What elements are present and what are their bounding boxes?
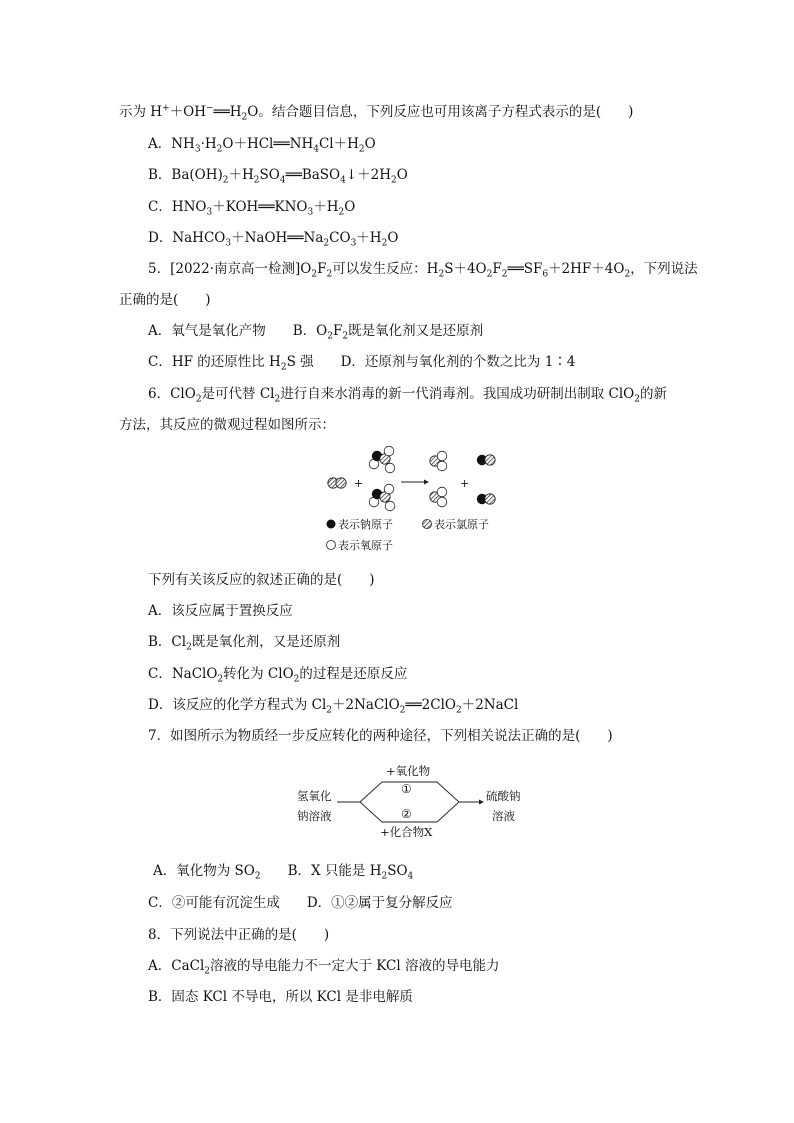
intro-line: 示为 $H^++OH^-══H_2O$。结合题目信息，下列反应也可用该离子方程式表示的是( ) (119, 103, 634, 123)
q5-stem-line1: 5．[2022·南京高一检测]$O_2F_2$可以发生反应：$H_2S+4O_2F_2══SF_6+2HF+4O_2$，下列说法 (148, 261, 698, 280)
q4-option-a: A．$NH_3\cdot H_2O+HCl══NH_4Cl+H_2O$ (148, 136, 376, 155)
end-substance: 硫酸钠 (486, 789, 521, 803)
conversion-diagram (294, 760, 534, 850)
q8-option-a: A．CaCl$_2$溶液的导电能力不一定大于 KCl 溶液的导电能力 (148, 958, 500, 977)
q6-stem-line2: 方法，其反应的微观过程如图所示： (119, 417, 335, 433)
plus-sign: + (460, 477, 470, 490)
route-1-reagent: +氧化物 (386, 764, 431, 778)
reaction-arrow (401, 480, 429, 485)
route-2-reagent: +化合物X (380, 825, 433, 839)
legend-chlorine: 表示氯原子 (434, 518, 489, 531)
q4-option-b: B．$Ba(OH)_2+H_2SO_4══BaSO_4↓+2H_2O$ (148, 167, 408, 186)
reaction-diagram (318, 446, 508, 554)
start-substance: 氢氧化 (297, 789, 332, 803)
q6-option-c: C．NaClO$_2$转化为 ClO$_2$的过程是还原反应 (148, 666, 408, 685)
arrow-head (479, 800, 484, 805)
q6-question: 下列有关该反应的叙述正确的是( ) (148, 572, 375, 588)
q6-option-a: A．该反应属于置换反应 (148, 603, 293, 619)
route-1-number: ① (401, 782, 412, 796)
q5-options-ab: A．氧气是氧化产物 B．$O_2F_2$既是氧化剂又是还原剂 (148, 323, 484, 342)
start-substance: 钠溶液 (297, 809, 332, 823)
q8-stem: 8．下列说法中正确的是( ) (148, 927, 330, 943)
q5-options-cd: C．HF 的还原性比 $H_2S$ 强 D．还原剂与氧化剂的个数之比为 1∶4 (148, 354, 576, 373)
end-substance: 溶液 (492, 809, 515, 823)
oxygen-atom-symbol (327, 541, 336, 550)
q4-option-c: C．$HNO_3+KOH══KNO_3+H_2O$ (148, 199, 356, 218)
nacl-molecule (477, 455, 495, 465)
legend (327, 517, 490, 552)
q8-option-b: B．固态 KCl 不导电，所以 KCl 是非电解质 (148, 989, 413, 1005)
naclo2-molecule (369, 484, 395, 511)
naclo2-molecule (369, 446, 395, 473)
route-2-number: ② (401, 807, 412, 821)
cl2-molecule (328, 478, 346, 488)
clo2-molecule (430, 451, 447, 471)
q6-stem-line1: 6．ClO$_2$是可代替 $Cl_2$进行自来水消毒的新一代消毒剂。我国成功研制出制取 ClO$_2$的新 (148, 386, 667, 405)
nacl-molecule (477, 494, 495, 504)
plus-sign: + (354, 477, 364, 490)
sodium-atom-symbol (327, 520, 336, 529)
q7-stem: 7．如图所示为物质经一步反应转化的两种途径，下列相关说法正确的是( ) (148, 728, 613, 744)
q4-option-d: D．$NaHCO_3+NaOH══Na_2CO_3+H_2O$ (148, 230, 399, 249)
q7-options-cd: C．②可能有沉淀生成 D．①②属于复分解反应 (148, 895, 453, 911)
legend-sodium: 表示钠原子 (338, 518, 393, 531)
legend-oxygen: 表示氧原子 (338, 539, 393, 552)
chlorine-atom-symbol (423, 520, 432, 529)
clo2-molecule (430, 487, 447, 507)
q6-option-b: B．$Cl_2$既是氧化剂，又是还原剂 (148, 634, 341, 653)
q5-stem-line2: 正确的是( ) (119, 292, 211, 308)
q6-option-d: D．该反应的化学方程式为 $Cl_2+2NaClO_2══2ClO_2+2NaCl$ (148, 697, 519, 716)
q7-options-ab: A．氧化物为 $SO_2$ B．X 只能是 $H_2SO_4$ (153, 863, 414, 882)
